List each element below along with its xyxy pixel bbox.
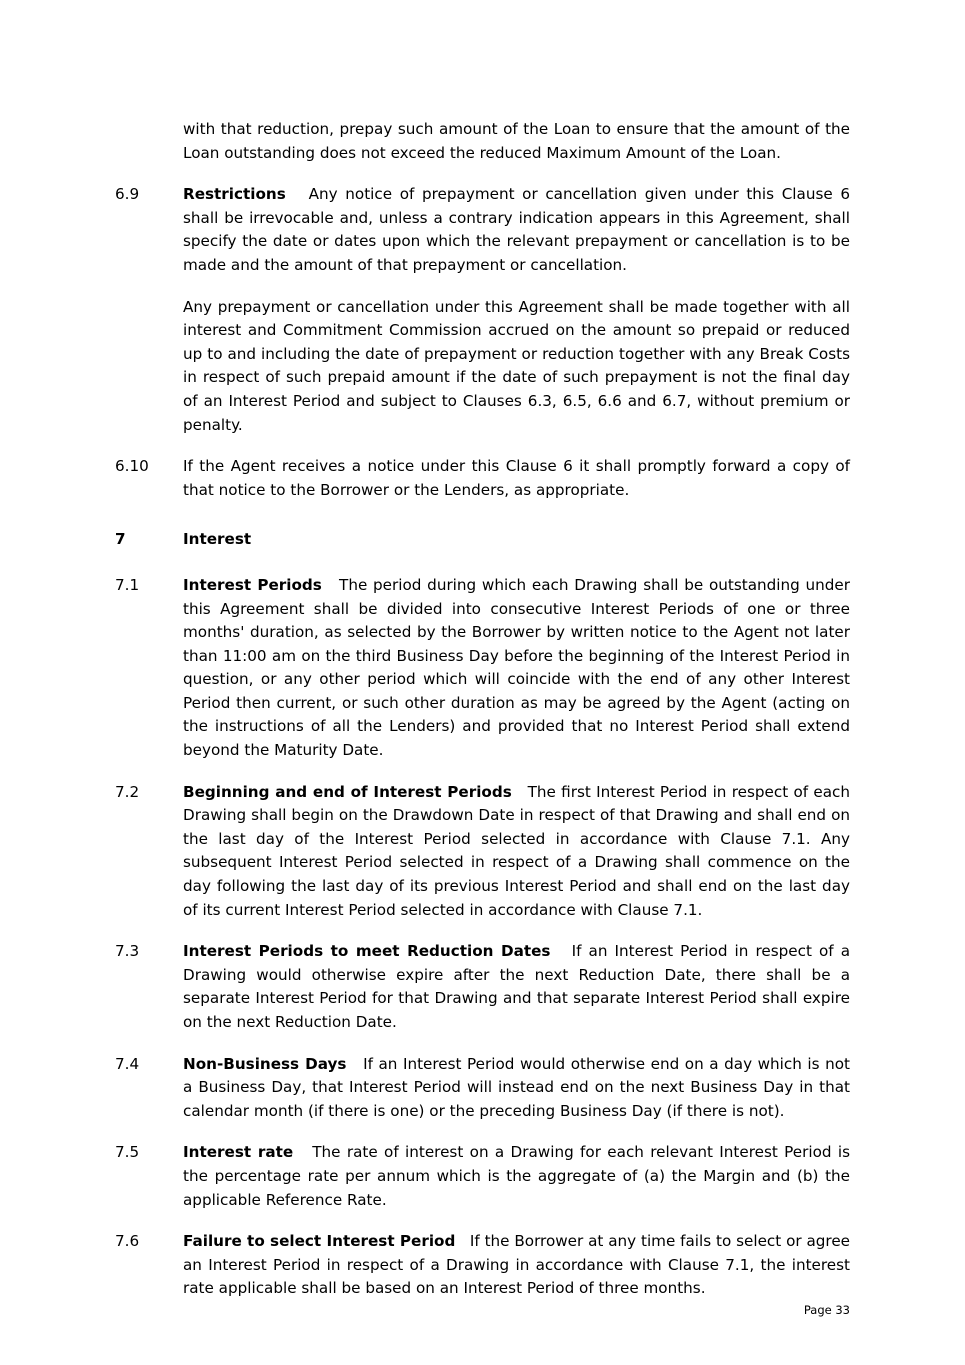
section-title: Interest (183, 530, 252, 549)
clause-title: Failure to select Interest Period (183, 1232, 456, 1251)
clause-6-9 (115, 183, 850, 277)
clause-paragraph: If the Agent receives a notice under this Clause 6 it shall promptly forward a copy of that notice to the Borrower or the Lenders, as appropriate. (183, 457, 850, 499)
clause-7-4 (115, 1053, 850, 1124)
clause-content (183, 940, 850, 1034)
clause-7-1 (115, 574, 850, 763)
clause-title: Interest Periods to meet Reduction Dates (183, 942, 551, 961)
clause-paragraph: If an Interest Period in respect of a Drawing would otherwise expire after the next Reduction Date, there shall be a separate Interest Period for that Drawing and that separate Interest Period shall expire on the next Reduction Date. (183, 942, 850, 1031)
clause-7-3 (115, 940, 850, 1034)
clause-number: 7.6 (115, 1232, 140, 1251)
clause-7-5 (115, 1141, 850, 1212)
clause-title: Restrictions (183, 185, 286, 204)
clause-number: 7.1 (115, 575, 140, 594)
clause-content (183, 1053, 850, 1124)
clause-paragraph: The rate of interest on a Drawing for each relevant Interest Period is the percentage rate per annum which is the aggregate of (a) the Margin and (b) the applicable Reference Rate. (183, 1143, 851, 1209)
clause-6-9-continuation: Any prepayment or cancellation under this Agreement shall be made together with all interest and Commitment Commission accrued on the amount so prepaid or reduced up to and including the date of prepayment or reduction together with any Break Costs in respect of such prepaid amount if the date of such prepayment is not the final day of an Interest Period and subject to Clauses 6.3, 6.5, 6.6 and 6.7, without premium or penalty. (183, 297, 850, 434)
clause-content (183, 183, 850, 277)
clause-title: Interest rate (183, 1143, 294, 1162)
clause-7-6 (115, 1230, 850, 1301)
section-number: 7 (115, 530, 126, 549)
clause-number: 6.10 (115, 457, 149, 476)
clause-number: 6.9 (115, 185, 140, 204)
section-heading-7 (115, 528, 850, 552)
clause-paragraph: If the Borrower at any time fails to select or agree an Interest Period in respect of a Drawing in accordance with Clause 7.1, the interest rate applicable shall be based on an Interest Period of three months. (183, 1232, 851, 1298)
clause-content (183, 1141, 850, 1212)
clause-7-2 (115, 781, 850, 923)
lead-paragraph: with that reduction, prepay such amount of the Loan to ensure that the amount of the Loan outstanding does not exceed the reduced Maximum Amount of the Loan. (183, 120, 850, 162)
clause-paragraph: The first Interest Period in respect of each Drawing shall begin on the Drawdown Date in respect of that Drawing and shall end on the last day of the Interest Period selected in accordance with Clause 7.1. Any subsequent Interest Period selected in respect of a Drawing shall commence on the day following the last day of its previous Interest Period and shall end on the last day of its current Interest Period selected in accordance with Clause 7.1. (183, 782, 851, 919)
clause-number: 7.3 (115, 942, 140, 961)
clause-number: 7.4 (115, 1054, 140, 1073)
clause-content (183, 781, 850, 923)
clause-content (183, 1230, 850, 1301)
clause-title: Beginning and end of Interest Periods (183, 782, 512, 801)
clause-title: Non-Business Days (183, 1054, 347, 1073)
clause-paragraph: Any notice of prepayment or cancellation given under this Clause 6 shall be irrevocable and, unless a contrary indication appears in this Agreement, shall specify the date or dates upon which the relevant prepayment or cancellation is to be made and the amount of that prepayment or cancellation. (183, 185, 850, 274)
document-body (115, 118, 850, 1301)
clause-content (183, 455, 850, 502)
clause-paragraph: If an Interest Period would otherwise end on a day which is not a Business Day, that Interest Period will instead end on the next Business Day in that calendar month (if there is one) or the preceding Business Day (if there is not). (183, 1054, 850, 1120)
clause-content (183, 574, 850, 763)
clause-title: Interest Periods (183, 575, 322, 594)
clause-6-10 (115, 455, 850, 502)
page-footer: Page 33 (803, 1303, 850, 1317)
clause-paragraph: The period during which each Drawing shall be outstanding under this Agreement shall be divided into consecutive Interest Periods of one or three months' duration, as selected by the Borrower by written notice to the Agent not later than 11:00 am on the third Business Day before the beginning of the Interest Period in question, or any other period which will coincide with the end of any other Interest Period then current, or such other duration as may be agreed by the Agent (acting on the instructions of all the Lenders) and provided that no Interest Period shall extend beyond the Maturity Date. (183, 575, 850, 760)
clause-number: 7.2 (115, 782, 140, 801)
clause-number: 7.5 (115, 1143, 140, 1162)
